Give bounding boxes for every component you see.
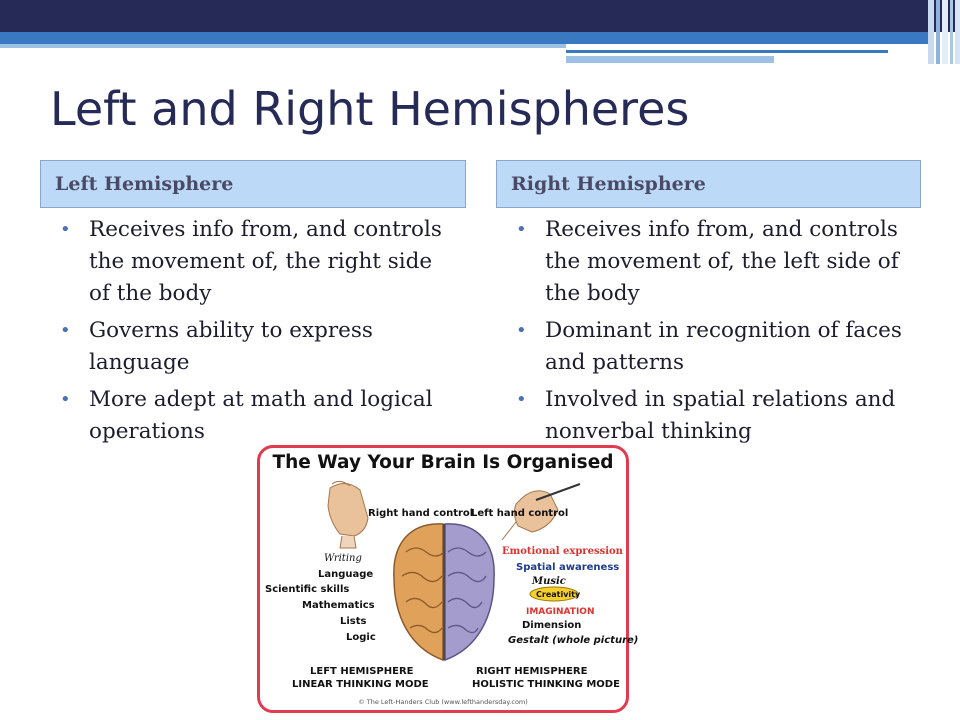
bullet-item: • More adept at math and logical operations bbox=[56, 384, 456, 448]
bullet-item: • Receives info from, and controls the movement of, the right side of the body bbox=[56, 214, 456, 310]
right-skill-music: Music bbox=[532, 576, 566, 587]
right-skill-dimension: Dimension bbox=[522, 620, 582, 631]
right-skill-imagination: IMAGINATION bbox=[526, 607, 595, 617]
accent-line-light bbox=[566, 56, 774, 63]
left-bullet-list bbox=[56, 214, 456, 453]
left-mode-line2: LINEAR THINKING MODE bbox=[292, 679, 429, 690]
left-skill-logic: Logic bbox=[346, 632, 376, 643]
brain-organisation-figure bbox=[257, 445, 639, 713]
left-column-header: Left Hemisphere bbox=[40, 160, 466, 208]
top-light-bar bbox=[0, 44, 566, 48]
corner-stripe bbox=[942, 0, 948, 64]
corner-stripe bbox=[955, 0, 960, 64]
slide-title: Left and Right Hemispheres bbox=[50, 82, 690, 136]
left-writing-hand-icon bbox=[328, 481, 368, 548]
corner-stripe bbox=[936, 0, 940, 64]
accent-line bbox=[566, 50, 888, 53]
right-skill-emotional: Emotional expression bbox=[502, 546, 623, 557]
right-skill-spatial: Spatial awareness bbox=[516, 562, 620, 573]
right-skill-gestalt: Gestalt (whole picture) bbox=[508, 635, 639, 646]
right-skill-creativity: Creativity bbox=[536, 590, 581, 599]
corner-stripe bbox=[928, 0, 934, 64]
top-dark-bar bbox=[0, 0, 960, 32]
top-blue-bar bbox=[0, 32, 930, 44]
bullet-item: • Receives info from, and controls the movement of, the left side of the body bbox=[512, 214, 918, 310]
right-mode-line2: HOLISTIC THINKING MODE bbox=[472, 679, 620, 690]
right-mode-line1: RIGHT HEMISPHERE bbox=[476, 666, 588, 677]
left-mode-line1: LEFT HEMISPHERE bbox=[310, 666, 414, 677]
figure-footer: © The Left-Handers Club (www.lefthandersday.com) bbox=[358, 698, 528, 706]
left-skill-mathematics: Mathematics bbox=[302, 600, 375, 611]
left-hand-control-label: Left hand control bbox=[471, 508, 569, 519]
corner-stripe bbox=[950, 0, 953, 64]
left-skill-scientific: Scientific skills bbox=[265, 584, 350, 595]
figure-title: The Way Your Brain Is Organised bbox=[272, 452, 614, 473]
right-hand-control-label: Right hand control bbox=[368, 508, 474, 519]
bullet-item: • Governs ability to express language bbox=[56, 315, 456, 379]
right-bullet-list bbox=[512, 214, 918, 453]
left-skill-language: Language bbox=[318, 569, 374, 580]
bullet-item: • Involved in spatial relations and nonverbal thinking bbox=[512, 384, 918, 448]
right-column-header: Right Hemisphere bbox=[496, 160, 921, 208]
brain-icon bbox=[394, 524, 494, 660]
left-skill-lists: Lists bbox=[340, 616, 367, 627]
bullet-item: • Dominant in recognition of faces and patterns bbox=[512, 315, 918, 379]
left-skill-writing: Writing bbox=[324, 553, 362, 564]
